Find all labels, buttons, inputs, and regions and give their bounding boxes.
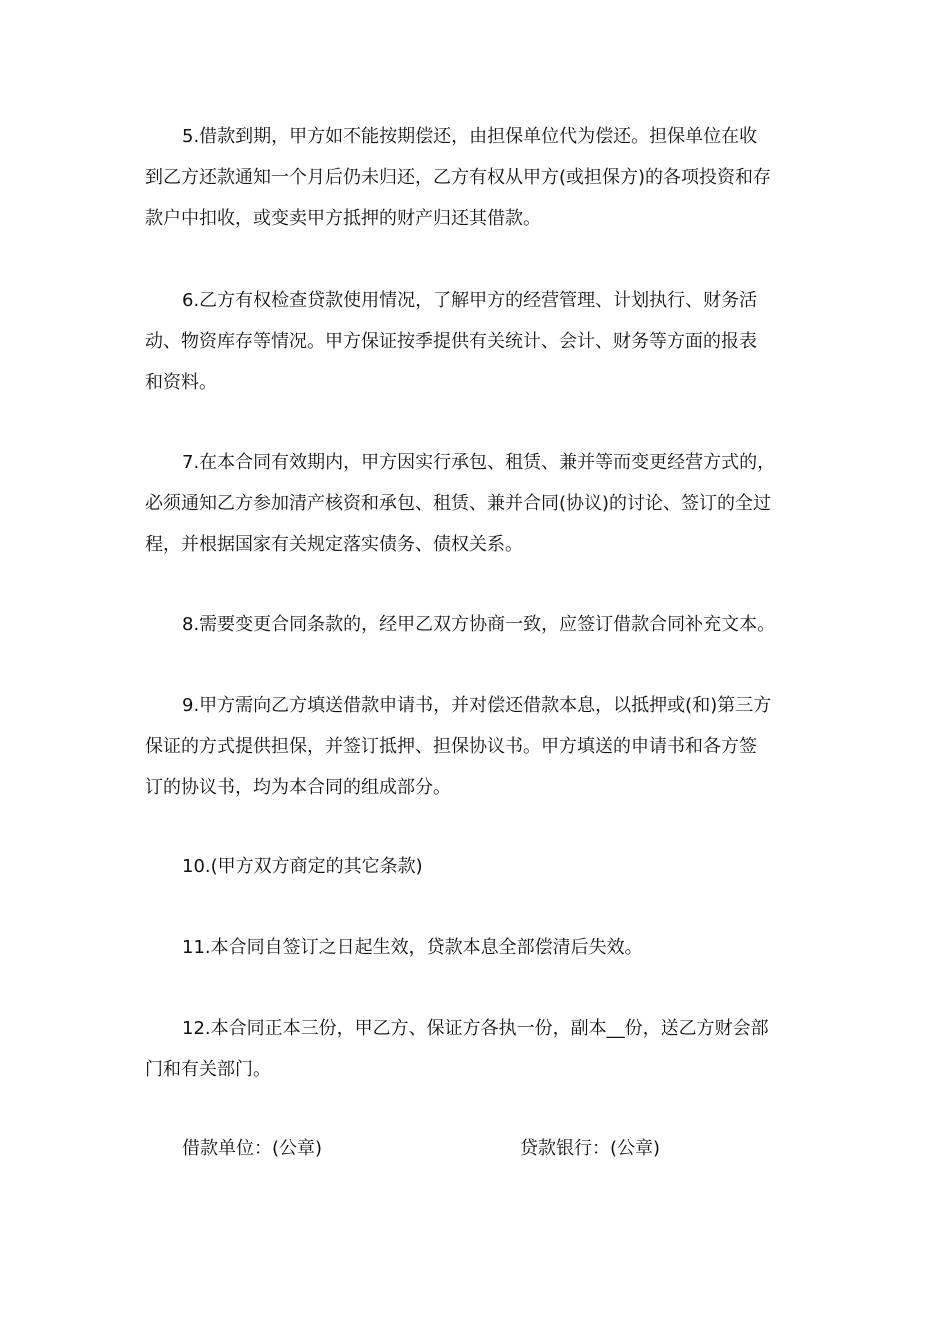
clause-6 bbox=[145, 280, 815, 403]
clause-9-line-2: 保证的方式提供担保，并签订抵押、担保协议书。甲方填送的申请书和各方签 bbox=[145, 736, 757, 757]
clause-6-line-1: 6.乙方有权检查贷款使用情况，了解甲方的经营管理、计划执行、财务活 bbox=[182, 290, 758, 311]
clause-8 bbox=[145, 604, 815, 645]
clause-9-line-1: 9.甲方需向乙方填送借款申请书，并对偿还借款本息，以抵押或(和)第三方 bbox=[182, 695, 772, 716]
clause-6-line-2: 动、物资库存等情况。甲方保证按季提供有关统计、会计、财务等方面的报表 bbox=[145, 331, 757, 352]
clause-5-line-2: 到乙方还款通知一个月后仍未归还，乙方有权从甲方(或担保方)的各项投资和存 bbox=[145, 167, 772, 188]
clause-7-line-3: 程，并根据国家有关规定落实债务、债权关系。 bbox=[145, 534, 523, 555]
clause-9-line-3: 订的协议书，均为本合同的组成部分。 bbox=[145, 777, 451, 798]
clause-7-line-1: 7.在本合同有效期内，甲方因实行承包、租赁、兼并等而变更经营方式的， bbox=[182, 452, 776, 473]
clause-8-line-1: 8.需要变更合同条款的，经甲乙双方协商一致，应签订借款合同补充文本。 bbox=[182, 614, 776, 635]
borrower-signature-label: 借款单位：(公章) bbox=[182, 1138, 323, 1159]
lender-signature-label: 贷款银行：(公章) bbox=[520, 1138, 661, 1159]
clause-7-line-2: 必须通知乙方参加清产核资和承包、租赁、兼并合同(协议)的讨论、签订的全过 bbox=[145, 493, 772, 514]
clause-11-line-1: 11.本合同自签订之日起生效，贷款本息全部偿清后失效。 bbox=[182, 937, 643, 958]
clause-6-line-3: 和资料。 bbox=[145, 372, 217, 393]
clause-12-line-1: 12.本合同正本三份，甲乙方、保证方各执一份，副本__份，送乙方财会部 bbox=[182, 1018, 769, 1039]
clause-5 bbox=[145, 116, 815, 239]
clause-12-line-2: 门和有关部门。 bbox=[145, 1059, 271, 1080]
clause-10-line-1: 10.(甲方双方商定的其它条款) bbox=[182, 856, 423, 877]
clause-5-line-1: 5.借款到期，甲方如不能按期偿还，由担保单位代为偿还。担保单位在收 bbox=[182, 126, 758, 147]
clause-12 bbox=[145, 1008, 815, 1090]
clause-9 bbox=[145, 685, 815, 808]
clause-11 bbox=[145, 927, 815, 968]
clause-7 bbox=[145, 442, 815, 565]
clause-5-line-3: 款户中扣收，或变卖甲方抵押的财产归还其借款。 bbox=[145, 208, 541, 229]
clause-10 bbox=[145, 846, 815, 887]
